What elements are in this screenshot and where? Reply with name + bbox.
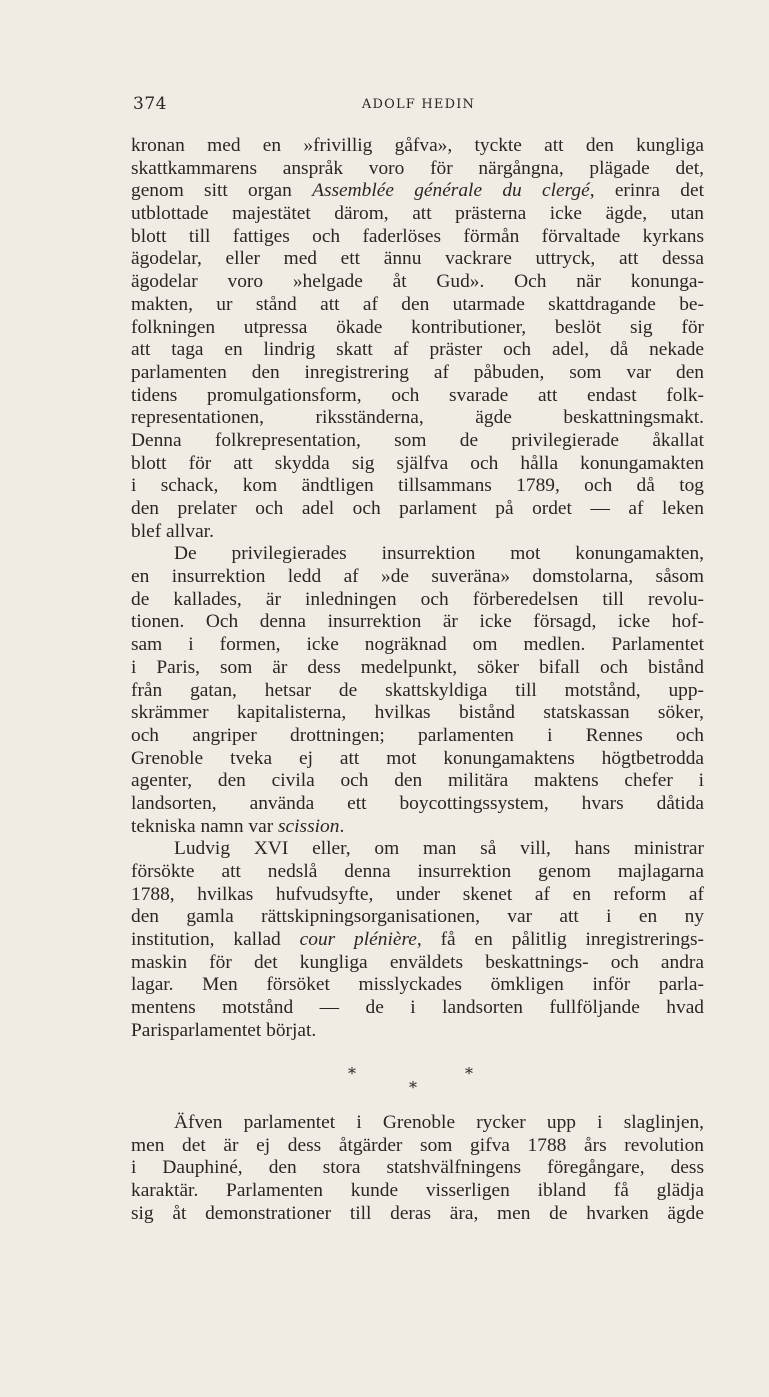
text-line: tidens promulgationsform, och svarade att endast folk- — [131, 384, 704, 406]
text-line: en insurrektion ledd af »de suveräna» domstolarna, såsom — [131, 566, 704, 588]
text-line: ägodelar voro »helgade åt Gud». Och när konunga- — [131, 271, 704, 293]
text-line: skrämmer kapitalisterna, hvilkas bistånd statskassan söker, — [131, 702, 704, 724]
text-line: Grenoble tveka ej att mot konungamaktens högtbetrodda — [131, 747, 704, 769]
text-line: ägodelar, eller med ett ännu vackrare uttryck, att dessa — [131, 248, 704, 270]
text-line: Äfven parlamentet i Grenoble rycker upp i slaglinjen, — [174, 1112, 704, 1133]
text-line: den gamla rättskipningsorganisationen, var att i en ny — [131, 906, 704, 928]
asterisk: * — [409, 1078, 417, 1097]
text-line: institution, kallad cour plénière, få en pålitlig inregistrerings- — [131, 929, 704, 951]
text-line: i Paris, som är dess medelpunkt, söker bifall och bistånd — [131, 656, 704, 678]
text-line: från gatan, hetsar de skattskyldiga till motstånd, upp- — [131, 679, 704, 701]
section-2-text — [131, 1112, 704, 1225]
section-break-asterism — [330, 1064, 490, 1104]
text-line: representationen, riksständerna, ägde beskattningsmakt. — [131, 407, 704, 429]
text-line: blef allvar. — [131, 520, 214, 542]
text-line: de kallades, är inledningen och förberedelsen till revolu- — [131, 588, 704, 610]
text-line: parlamenten den inregistrering af påbuden, som var den — [131, 361, 704, 383]
text-line: landsorten, använda ett boycottingssystem, hvars dåtida — [131, 792, 704, 814]
text-line: mentens motstånd — de i landsorten fullföljande hvad — [131, 997, 704, 1019]
text-line: utblottade majestätet därom, att prästerna icke ägde, utan — [131, 203, 704, 225]
text-line: makten, ur stånd att af den utarmade skattdragande be- — [131, 293, 704, 315]
text-line: kronan med en »frivillig gåfva», tyckte att den kungliga — [131, 135, 704, 156]
asterisk: * — [465, 1064, 473, 1083]
text-line: lagar. Men försöket misslyckades ömkligen inför parla- — [131, 974, 704, 996]
text-line: den prelater och adel och parlament på ordet — af leken — [131, 498, 704, 519]
page-header — [133, 94, 704, 120]
text-line: blott för att skydda sig själfva och hålla konungamakten — [131, 452, 704, 474]
text-line: agenter, den civila och den militära maktens chefer i — [131, 770, 704, 792]
text-line: folkningen utpressa ökade kontributioner, beslöt sig för — [131, 316, 704, 338]
text-line: maskin för det kungliga enväldets beskattnings- och andra — [131, 951, 704, 973]
text-line: sig åt demonstrationer till deras ära, men de hvarken ägde — [131, 1202, 704, 1224]
text-line: sam i formen, icke nogräknad om medlen. Parlamentet — [131, 634, 704, 656]
text-line: Denna folkrepresentation, som de privilegierade åkallat — [131, 429, 704, 451]
text-line: genom sitt organ Assemblée générale du clergé, erinra det — [131, 180, 704, 202]
text-line: att taga en lindrig skatt af präster och adel, då nekade — [131, 339, 704, 361]
text-line: De privilegierades insurrektion mot konungamakten, — [174, 543, 704, 565]
asterisk: * — [348, 1064, 356, 1083]
running-head: ADOLF HEDIN — [361, 97, 476, 112]
text-line: Ludvig XVI eller, om man så vill, hans ministrar — [174, 838, 704, 860]
text-line: tionen. Och denna insurrektion är icke försagd, icke hof- — [131, 611, 704, 633]
text-line: och angriper drottningen; parlamenten i Rennes och — [131, 724, 704, 746]
main-text — [131, 135, 704, 1043]
text-line: Parisparlamentet börjat. — [131, 1019, 317, 1041]
text-line: men det är ej dess åtgärder som gifva 1788 års revolution — [131, 1134, 704, 1156]
text-line: försökte att nedslå denna insurrektion genom majlagarna — [131, 861, 704, 882]
text-line: blott till fattiges och faderlöses förmån förvaltade kyrkans — [131, 225, 704, 247]
text-line: karaktär. Parlamenten kunde visserligen ibland få glädja — [131, 1180, 704, 1202]
text-line: i schack, kom ändtligen tillsammans 1789, och då tog — [131, 475, 704, 497]
page-number: 374 — [133, 94, 167, 114]
text-line: tekniska namn var scission. — [131, 815, 345, 837]
text-line: skattkammarens anspråk voro för närgångna, plägade det, — [131, 157, 704, 179]
text-line: 1788, hvilkas hufvudsyfte, under skenet af en reform af — [131, 883, 704, 905]
text-line: i Dauphiné, den stora statshvälfningens föregångare, dess — [131, 1157, 704, 1179]
